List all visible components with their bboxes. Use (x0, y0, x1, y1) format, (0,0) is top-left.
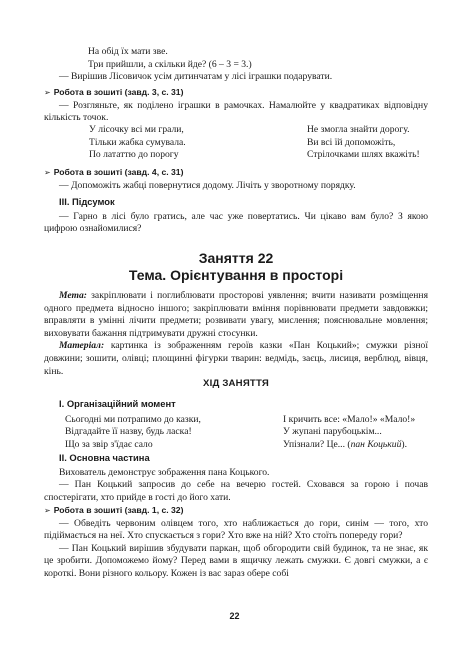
materials-label: Матеріал: (59, 340, 105, 352)
paragraph: — Пан Коцький запросив до себе на вечерю гостей. Сховався за горою і почав спостерігати, хто прийде в гості до його хати. (44, 479, 428, 503)
arrow-icon: ➢ (44, 88, 51, 97)
summary-block (44, 196, 428, 236)
lesson-header (44, 250, 428, 284)
paragraph: — Гарно в лісі було гратись, але час уже повертатись. Чи цікаво вам було? З якою цифрою ознайомилися? (44, 210, 428, 235)
paragraph: — Пан Коцький вирішив збудувати паркан, щоб обгородити свій будинок, та не знає, як це зробити. Допоможемо йому? Перед вами в ящичку лежать смужки. Є довгі смужки, а є короткі. Вони різного кольору. Кожен із вас зараз обере собі (44, 542, 428, 579)
verse-line: Відгадайте її назву, будь ласка! (65, 426, 192, 438)
task-heading (44, 166, 428, 180)
lesson-title: Заняття 22 (198, 250, 274, 266)
verse-line: У лісочку всі ми грали, (89, 124, 184, 135)
task-heading (44, 504, 428, 518)
paragraph: — Обведіть червоним олівцем того, хто наближається до гори, синім — того, хто підіймається на неї. Хто спускається з гори? Хто вже на ній? Хто стоїть попереду гори? (44, 517, 428, 542)
paragraph: — Розгляньте, як поділено іграшки в рамочках. Намалюйте у квадратиках відповідну кількість точок. (44, 99, 428, 124)
task-label: Робота в зошиті (завд. 3, с. 31) (53, 87, 184, 97)
verse-line: Що за звір з'їдає сало (65, 438, 153, 450)
verse-line: Три прийшли, а скільки йде? (6 – 3 = 3.) (88, 58, 252, 70)
verse-line: На обід їх мати зве. (88, 46, 168, 57)
verse-line: По лататтю до порогу (89, 149, 179, 161)
poem-block-1 (44, 124, 428, 162)
lesson-theme: Тема. Орієнтування в просторі (128, 267, 344, 283)
main-block (44, 452, 428, 504)
task-label: Робота в зошиті (завд. 4, с. 31) (53, 167, 184, 177)
goal-label: Мета: (59, 290, 87, 301)
course-heading: ХІД ЗАНЯТТЯ (202, 378, 270, 389)
task-block-2 (44, 166, 428, 192)
section-heading: I. Організаційний момент (59, 398, 176, 409)
verse-line: Стрілочками шлях вкажіть! (307, 149, 420, 161)
verse-line: У жупані парубоцькім... (283, 426, 382, 438)
verse-line: Ви всі їй допоможіть, (307, 136, 396, 148)
goal-text: закріплювати і поглиблювати просторові уявлення; вчити називати розміщення одного предмета відносно іншого; закріплювати вміння порівнювати предмети завдовжки; вправляти в умінні лічити предмети; розвивати увагу, мислення; пояснювальне мовлення; виховувати бажання підтримувати дружні стосунки. (44, 290, 428, 339)
arrow-icon: ➢ (44, 506, 51, 515)
poem-block-2 (44, 414, 428, 452)
poem-right-column (279, 414, 428, 452)
intro-block (44, 46, 428, 84)
task-block-1 (44, 86, 428, 125)
section-heading: III. Підсумок (59, 196, 115, 207)
section-heading: II. Основна частина (59, 452, 150, 463)
verse-line: Упізнали? Це... (пан Коцький). (283, 438, 407, 450)
paragraph: — Вирішив Лісовичок усім дитинчатам у лісі іграшки подарувати. (59, 71, 333, 83)
verse-line: Сьогодні ми потрапимо до казки, (65, 413, 201, 425)
goal-paragraph (44, 290, 428, 340)
goals-block (44, 290, 428, 378)
verse-line: Не змогла знайти дорогу. (307, 124, 410, 135)
arrow-icon: ➢ (44, 168, 51, 177)
org-block (44, 398, 428, 451)
poem-left-column (44, 124, 303, 162)
poem-right-column (303, 124, 428, 162)
task-label: Робота в зошиті (завд. 1, с. 32) (53, 505, 184, 515)
paragraph: Вихователь демонструє зображення пана Коцького. (59, 466, 270, 478)
materials-paragraph (44, 340, 428, 378)
course-heading-block (44, 378, 428, 391)
verse-line: Тільки жабка сумувала. (89, 136, 186, 148)
page-number: 22 (229, 611, 240, 621)
verse-line: І кричить все: «Мало!» «Мало!» (283, 413, 416, 425)
poem-left-column (44, 414, 279, 452)
paragraph: — Допоможіть жабці повернутися додому. Лічіть у зворотному порядку. (59, 179, 356, 191)
task-block-3 (44, 504, 428, 581)
task-heading (44, 86, 428, 100)
materials-text: картинка із зображенням героїв казки «Пан Коцький»; смужки різної довжини; зошити, олівці; площинні фігурки тварин: ведмідь, заєць, лисиця, верблюд, вівця, кінь. (44, 340, 428, 377)
